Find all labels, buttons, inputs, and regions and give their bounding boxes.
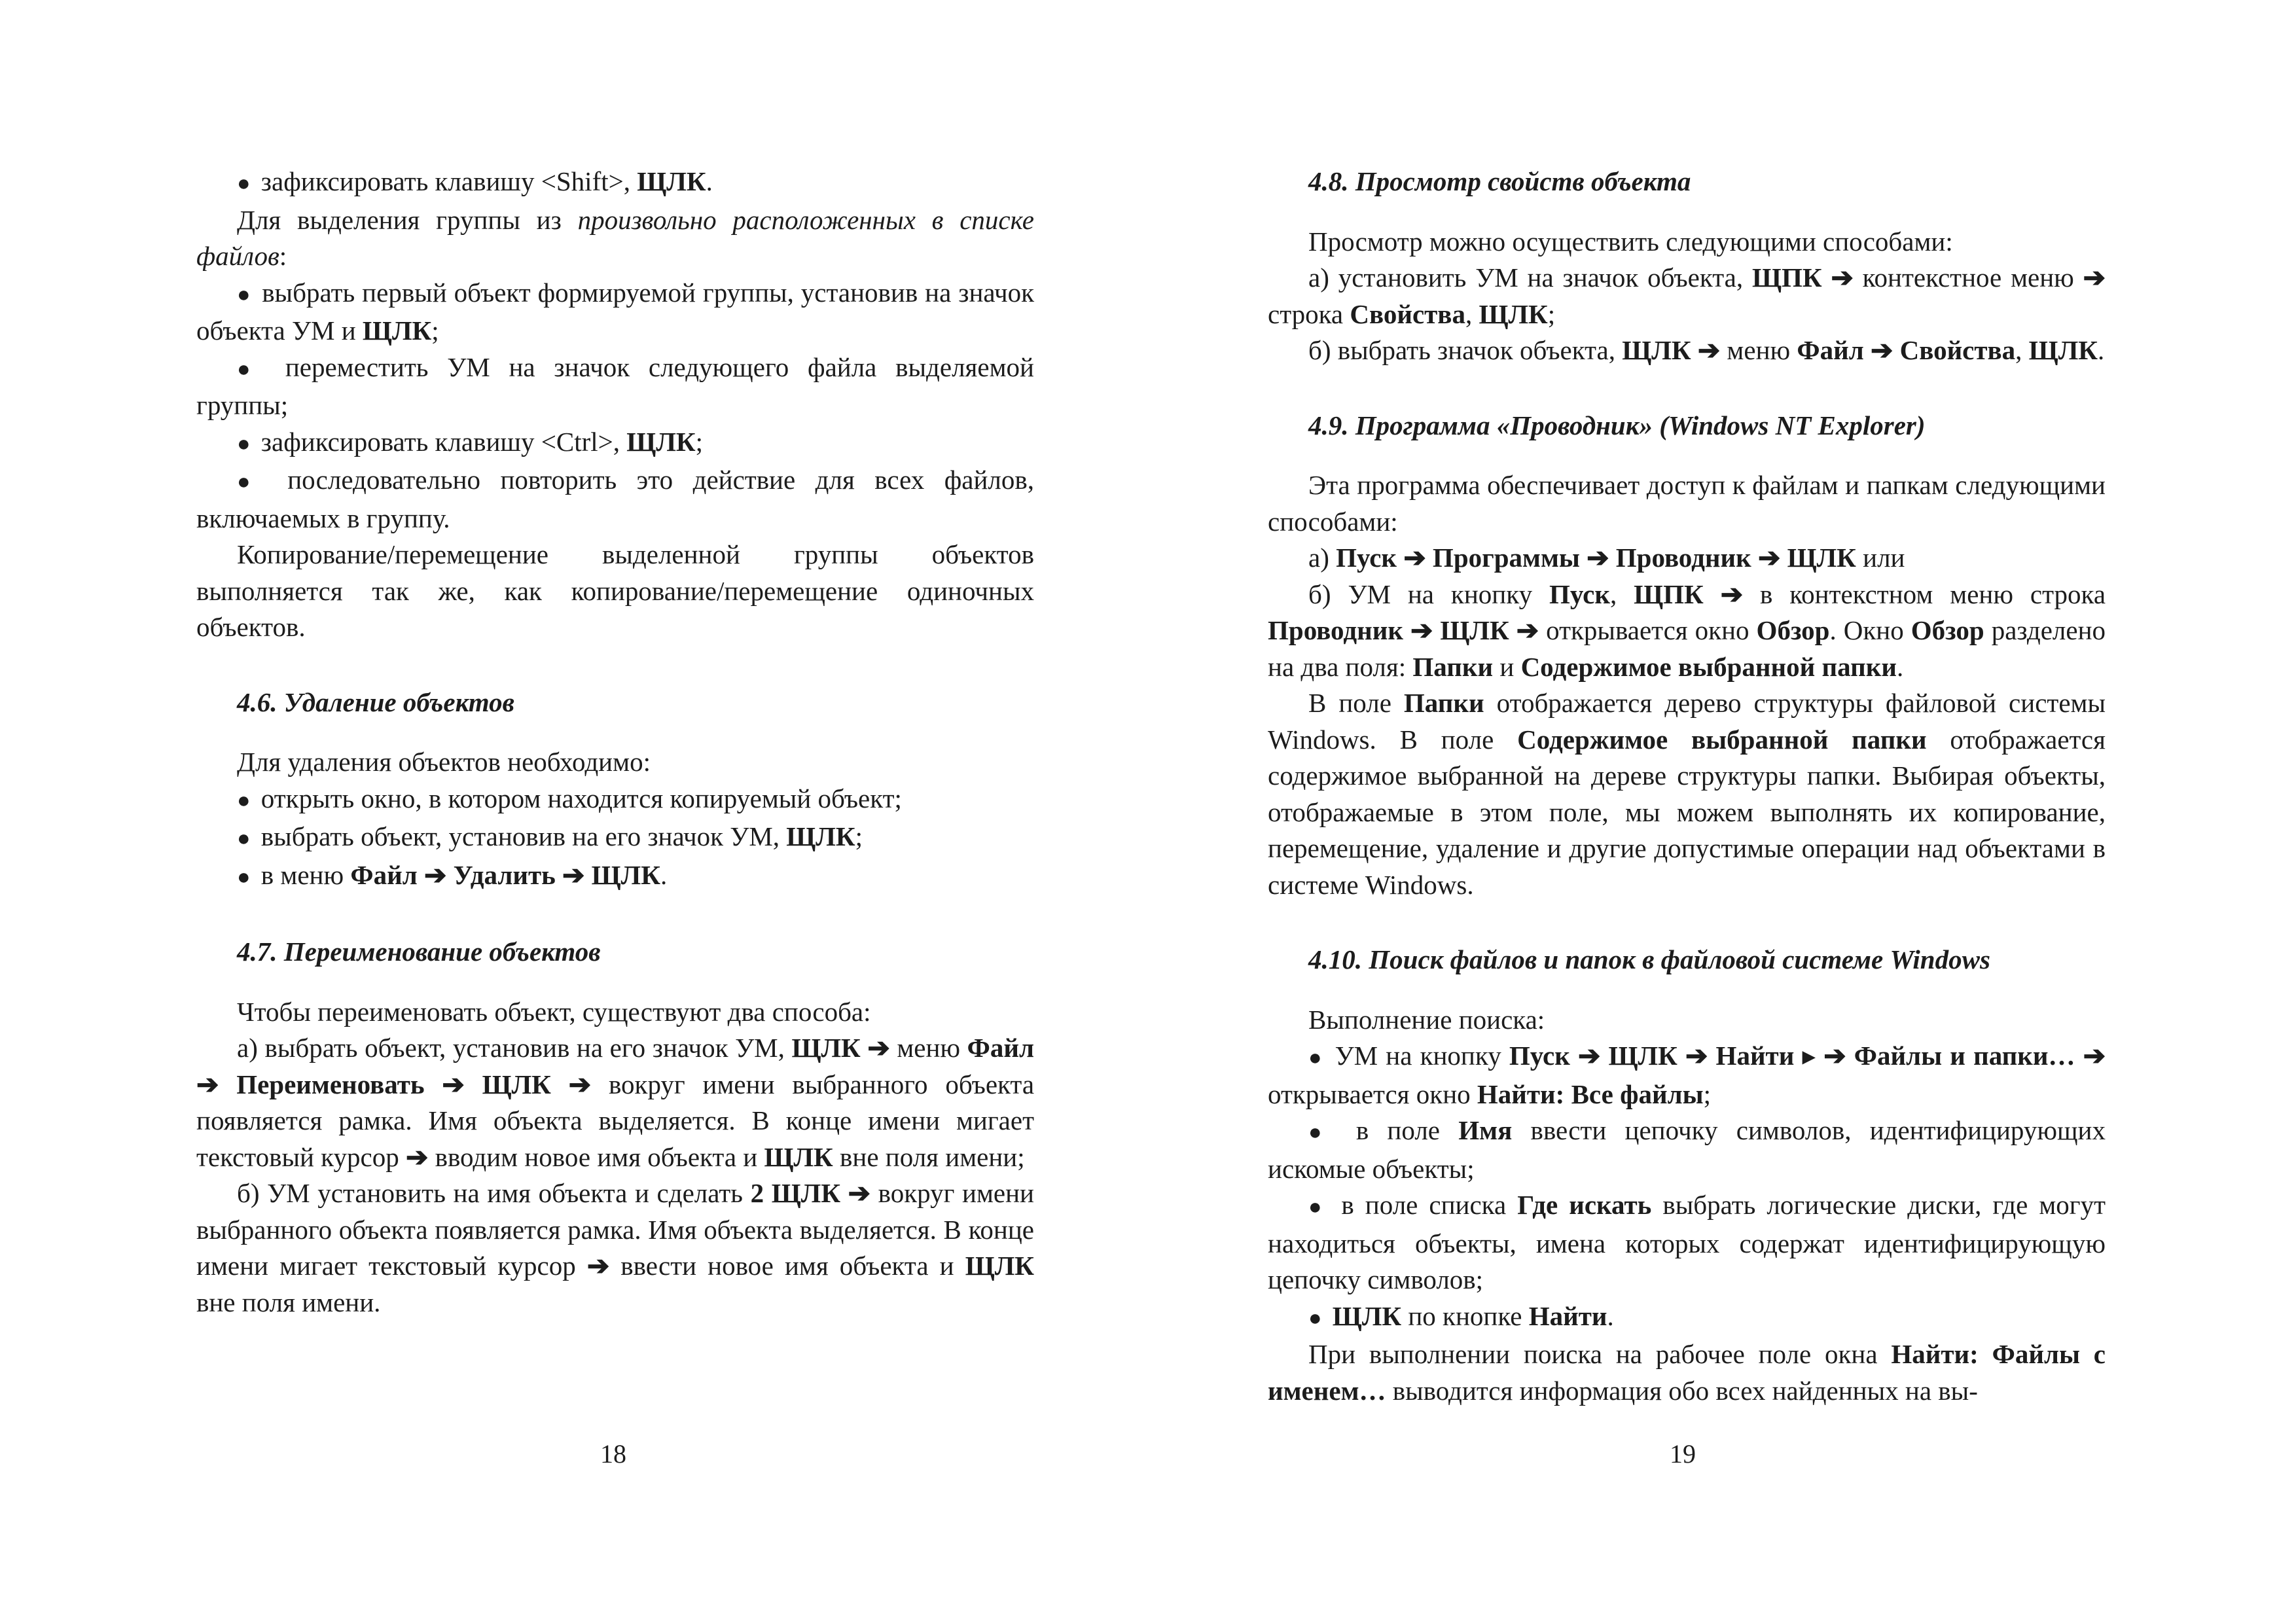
bullet-icon: ● [237,788,251,813]
section-heading: 4.9. Программа «Проводник» (Windows NT Explorer) [1308,410,1926,440]
section-heading: 4.7. Переименование объектов [237,936,601,967]
paragraph: ● УМ на кнопку Пуск ➔ ЩЛК ➔ Найти ▸ ➔ Файлы и папки… ➔ открывается окно Найти: Все файлы; [1268,1041,2106,1109]
arrow-icon: ➔ [1403,543,1426,573]
paragraph: Просмотр можно осуществить следующими способами: [1308,226,1953,257]
bullet-icon: ● [1308,1120,1334,1145]
arrow-icon: ➔ [442,1069,465,1099]
arrow-icon: ➔ [1823,1041,1846,1071]
paragraph: ● выбрать первый объект формируемой группы, установив на значок объекта УМ и ЩЛК; [196,277,1034,346]
arrow-icon: ➔ [1720,579,1744,609]
paragraph: ● в меню Файл ➔ Удалить ➔ ЩЛК. [237,859,668,890]
bullet-icon: ● [237,827,251,851]
paragraph: В поле Папки отображается дерево структуры файловой системы Windows. В поле Содержимое выбранной папки отображается содержимое выбранной на дереве структуры папки. Выбирая объекты, отображаемые в этом поле, мы можем выполнять их копирование, перемещение, удаление и другие допустимые операции над объектами в системе Windows. [1268,688,2106,900]
paragraph: б) УМ на кнопку Пуск, ЩПК ➔ в контекстном меню строка Проводник ➔ ЩЛК ➔ открывается окно Обзор. Окно Обзор разделено на два поля: Папки и Содержимое выбранной папки. [1268,579,2106,682]
paragraph: ● ЩЛК по кнопке Найти. [1308,1300,1614,1331]
paragraph: Чтобы переименовать объект, существуют два способа: [237,996,871,1027]
paragraph: ● зафиксировать клавишу <Ctrl>, ЩЛК; [237,426,704,457]
arrow-icon: ➔ [1831,262,1854,293]
bullet-icon: ● [237,282,251,307]
paragraph: ● выбрать объект, установив на его значок УМ, ЩЛК; [237,821,863,851]
page-number: 18 [600,1439,626,1469]
arrow-icon: ➔ [405,1141,429,1172]
arrow-icon: ➔ [196,1069,219,1099]
paragraph: ● в поле Имя ввести цепочку символов, идентифицирующих искомые объекты; [1268,1115,2106,1184]
arrow-icon: ➔ [562,859,585,890]
bullet-icon: ● [1308,1195,1327,1219]
paragraph: Для удаления объектов необходимо: [237,747,651,777]
paragraph: б) выбрать значок объекта, ЩЛК ➔ меню Файл ➔ Свойства, ЩЛК. [1308,335,2105,365]
paragraph: а) установить УМ на значок объекта, ЩПК ➔ контекстное меню ➔ строка Свойства, ЩЛК; [1268,262,2106,329]
paragraph: Выполнение поиска: [1308,1004,1545,1035]
section-heading: 4.8. Просмотр свойств объекта [1308,166,1691,196]
arrow-icon: ➔ [1410,615,1433,645]
arrow-icon: ➔ [586,1251,610,1281]
paragraph: б) УМ установить на имя объекта и сделать 2 ЩЛК ➔ вокруг имени выбранного объекта появляется рамка. Имя объекта выделяется. В конце имени мигает текстовый курсор ➔ ввести новое имя объекта и ЩЛК вне поля имени. [196,1178,1035,1317]
arrow-icon: ➔ [1870,335,1893,365]
paragraph: ● переместить УМ на значок следующего файла выделяемой группы; [196,351,1034,420]
paragraph: Эта программа обеспечивает доступ к файлам и папкам следующими способами: [1268,470,2106,537]
arrow-icon: ➔ [848,1178,871,1208]
paragraph: При выполнении поиска на рабочее поле окна Найти: Файлы с именем… выводится информация обо всех найденных на вы- [1268,1339,2106,1406]
paragraph: ● открыть окно, в котором находится копируемый объект; [237,783,902,813]
paragraph: Копирование/перемещение выделенной группы объектов выполняется так же, как копирование/перемещение одиночных объектов. [196,539,1034,642]
arrow-icon: ➔ [568,1069,592,1099]
left-page [196,164,1034,1321]
arrow-icon: ➔ [1578,1041,1601,1071]
bullet-icon: ● [1308,1306,1322,1330]
right-page [1268,164,2106,1409]
bullet-icon: ● [1308,1046,1323,1070]
paragraph: Для выделения группы из произвольно расположенных в списке файлов: [196,204,1034,271]
section-heading: 4.10. Поиск файлов и папок в файловой системе Windows [1308,944,1990,974]
paragraph: ● последовательно повторить это действие для всех файлов, включаемых в группу. [196,465,1034,533]
arrow-icon: ➔ [1516,615,1539,645]
arrow-icon: ➔ [2083,262,2106,293]
paragraph: ● зафиксировать клавишу <Shift>, ЩЛК. [237,166,713,196]
arrow-icon: ➔ [1685,1041,1708,1071]
paragraph: ● в поле списка Где искать выбрать логические диски, где могут находиться объекты, имена которых содержат идентифицирующую цепочку символов; [1268,1190,2106,1294]
bullet-icon: ● [237,357,263,382]
arrow-icon: ➔ [423,859,447,890]
arrow-icon: ➔ [1697,335,1721,365]
paragraph: а) выбрать объект, установив на его значок УМ, ЩЛК ➔ меню Файл ➔ Переименовать ➔ ЩЛК ➔ вокруг имени выбранного объекта появляется рамка. Имя объекта выделяется. В конце имени мигает текстовый курсор ➔ вводим новое имя объекта и ЩЛК вне поля имени; [196,1033,1035,1172]
bullet-icon: ● [237,171,251,196]
submenu-triangle-icon: ▸ [1802,1041,1816,1071]
arrow-icon: ➔ [867,1033,890,1063]
arrow-icon: ➔ [1587,543,1609,573]
arrow-icon: ➔ [1757,543,1781,573]
bullet-icon: ● [237,865,251,889]
page-number: 19 [1670,1439,1696,1469]
arrow-icon: ➔ [2083,1041,2106,1071]
bullet-icon: ● [237,431,251,456]
bullet-icon: ● [237,470,264,494]
section-heading: 4.6. Удаление объектов [237,687,514,717]
paragraph: а) Пуск ➔ Программы ➔ Проводник ➔ ЩЛК или [1308,543,1905,573]
